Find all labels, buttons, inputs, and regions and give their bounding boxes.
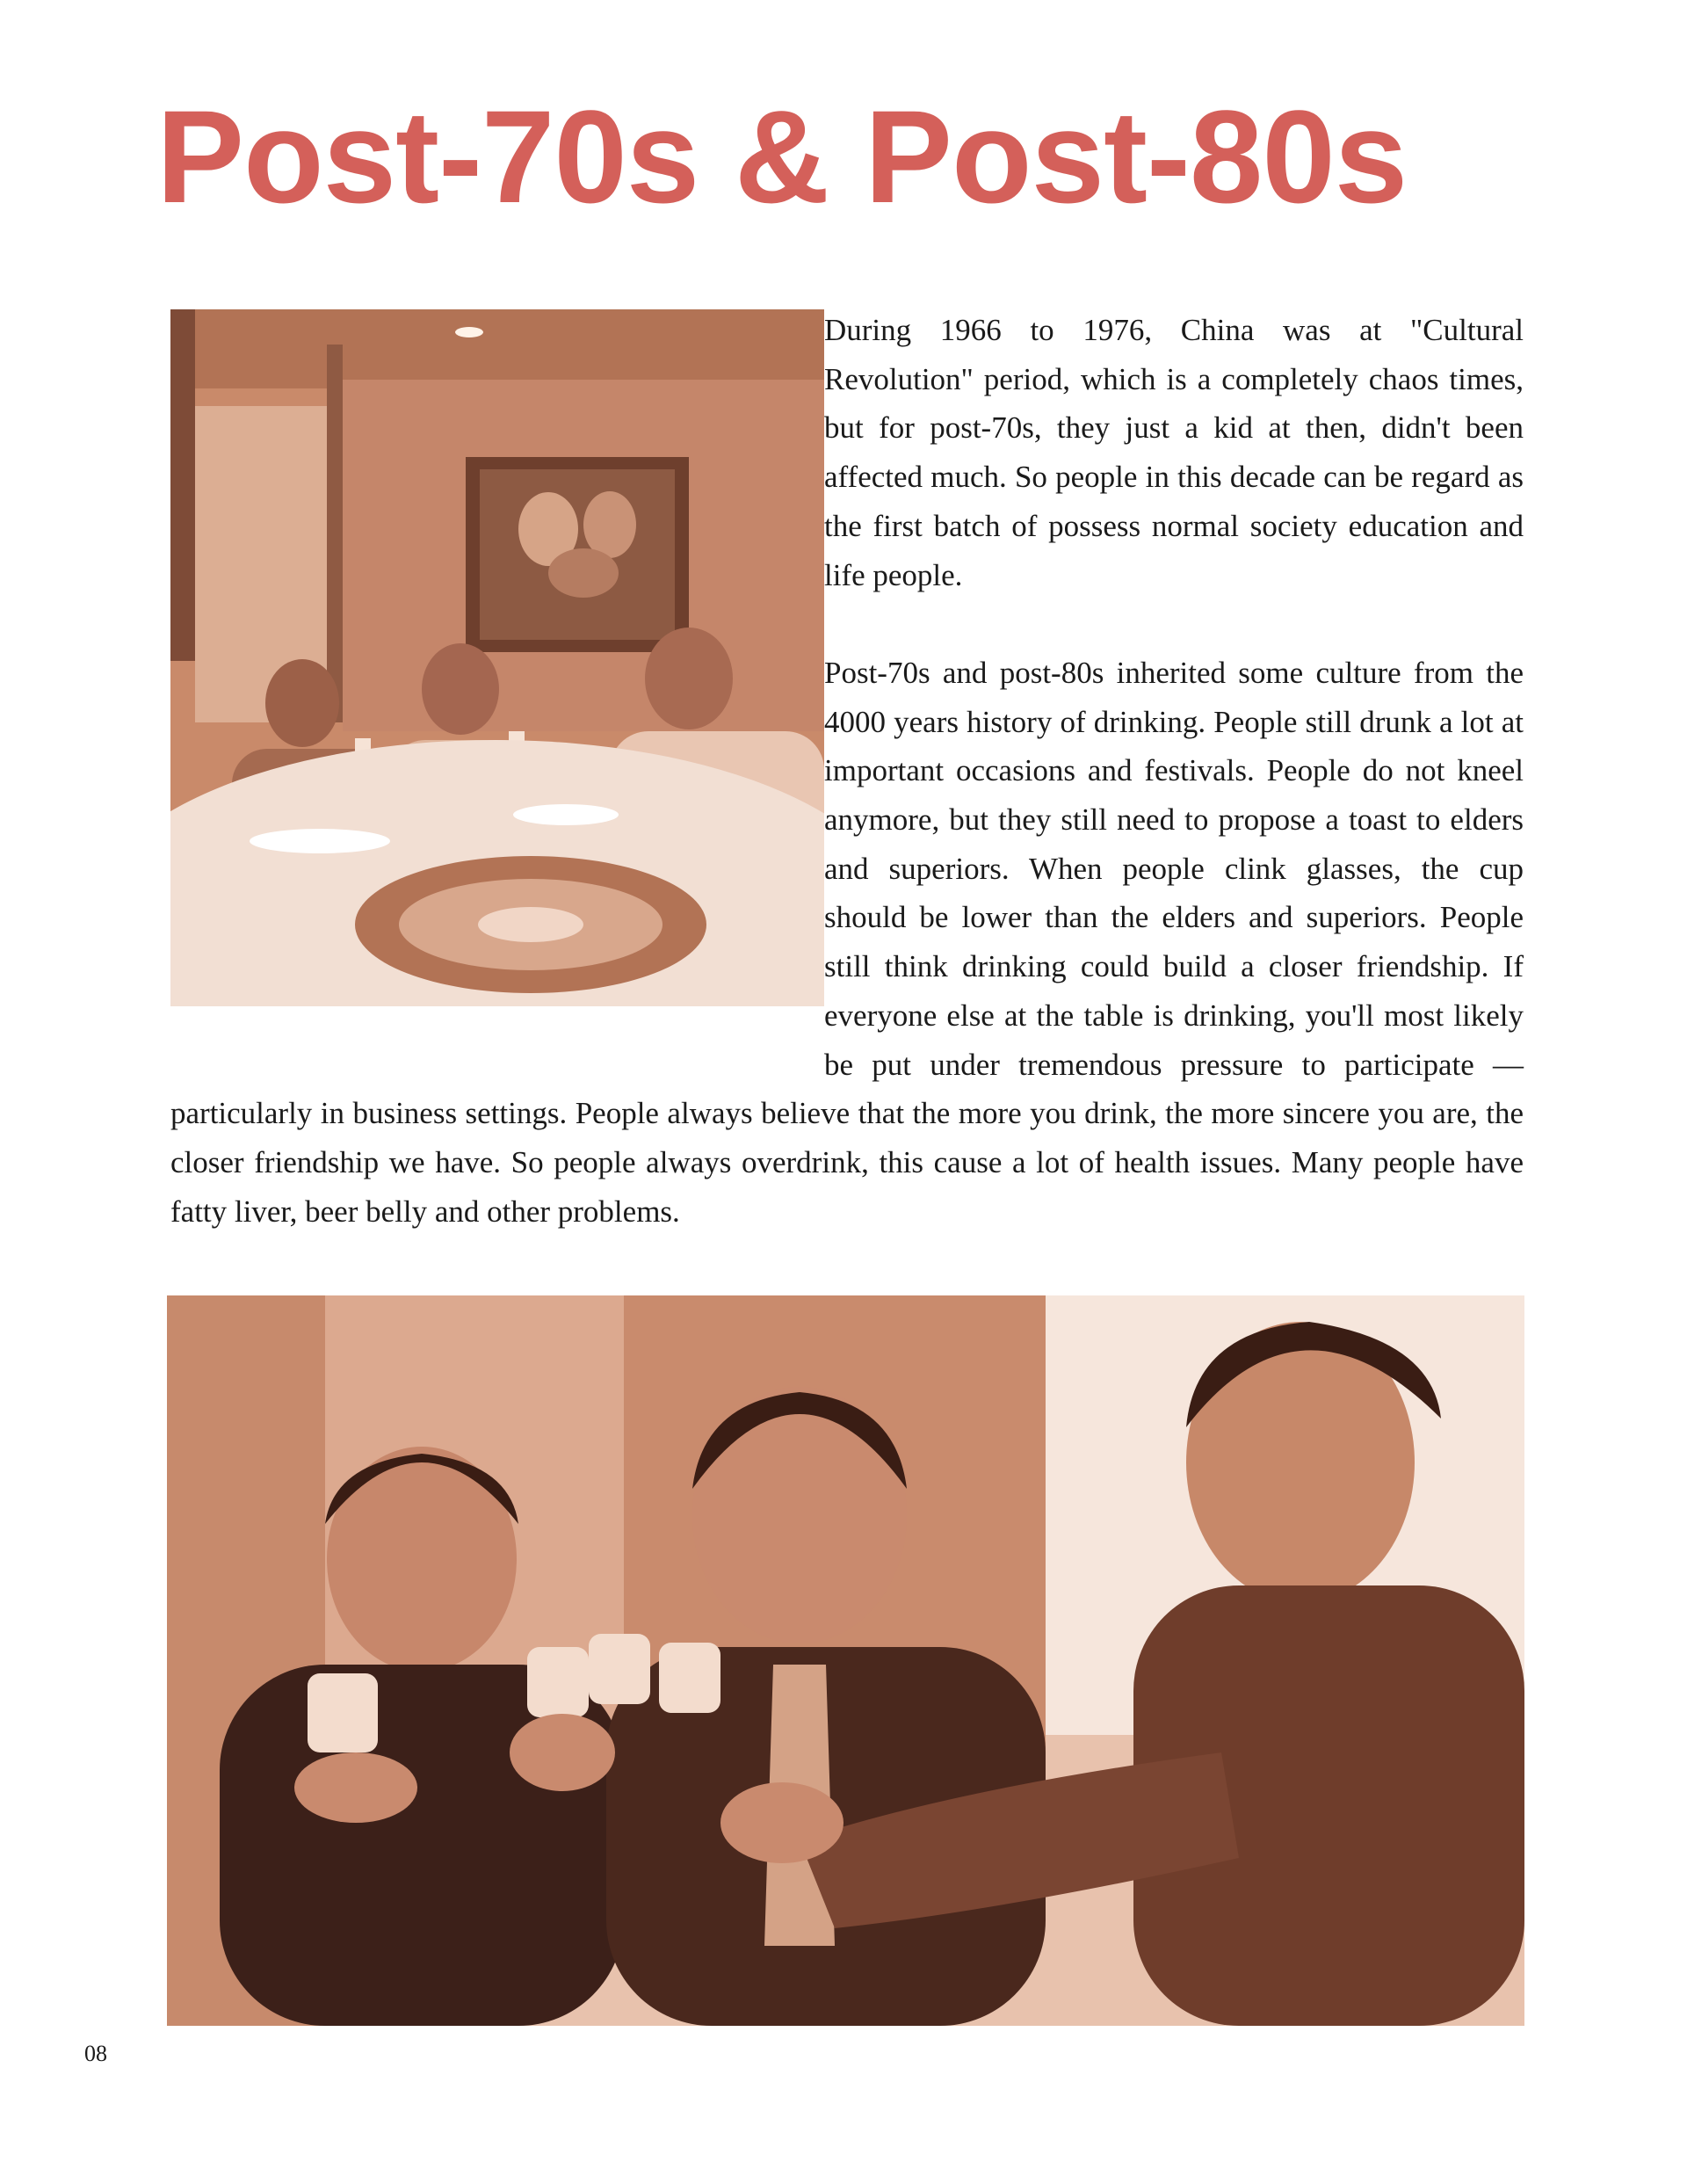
paragraph-drinking-culture: Post-70s and post-80s inherited some culture from the 4000 years history of drinking. People still drunk a lot at important occasions and festivals. People do not kneel anymore, but they still need to propose a toast to elders and superiors. When people clink glasses, the cup should be lower than the elders and superiors. People still think drinking could build a closer friendship. If everyone else at the table is drinking, you'll most likely be put under tremendous pressure to participate — particularly in business settings. People always believe that the more you drink, the more sincere you are, the closer friendship we have. So people always overdrink, this cause a lot of health issues. Many people have fatty liver, beer belly and other problems.	[170, 655, 1524, 1229]
article-body	[170, 306, 1524, 1236]
men-clinking-glasses-photo	[167, 1295, 1524, 2026]
page-number: 08	[84, 2041, 107, 2066]
page-title: Post-70s & Post-80s	[156, 83, 1408, 230]
image-wrap-space	[170, 306, 824, 1058]
paragraph-cultural-revolution: During 1966 to 1976, China was at "Cultural Revolution" period, which is a completely chaos times, but for post-70s, they just a kid at then, didn't been affected much. So people in this decade can be regard as the first batch of possess normal society education and life people.	[824, 313, 1524, 592]
